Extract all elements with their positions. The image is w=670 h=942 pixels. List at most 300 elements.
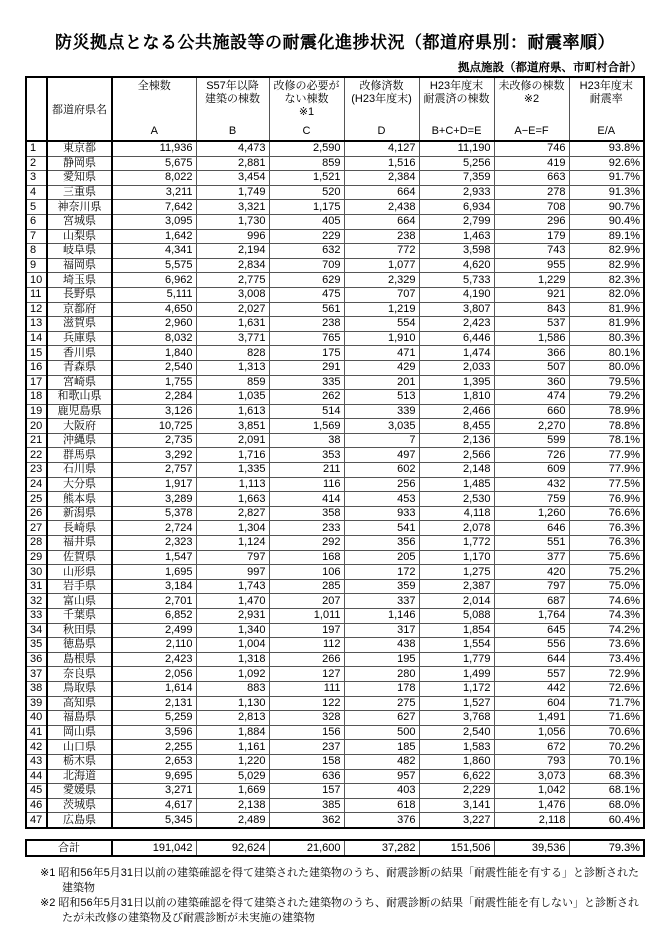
rank-cell: 2	[26, 156, 47, 171]
value-cell: 2,423	[112, 652, 196, 667]
value-cell: 1,172	[419, 681, 494, 696]
table-row	[26, 317, 644, 332]
table-row	[26, 375, 644, 390]
table-row	[26, 594, 644, 609]
column-header-label: 全棟数	[137, 80, 171, 92]
value-cell: 4,127	[344, 141, 419, 156]
rank-cell: 14	[26, 331, 47, 346]
value-cell: 672	[494, 740, 569, 755]
value-cell: 2,110	[112, 638, 196, 653]
value-cell: 1,840	[112, 346, 196, 361]
value-cell: 1,749	[196, 185, 269, 200]
value-cell: 1,743	[196, 579, 269, 594]
value-cell: 4,341	[112, 244, 196, 259]
table-row	[26, 433, 644, 448]
value-cell: 2,735	[112, 433, 196, 448]
value-cell: 5,733	[419, 273, 494, 288]
value-cell: 238	[269, 317, 344, 332]
rank-cell: 30	[26, 565, 47, 580]
value-cell: 636	[269, 769, 344, 784]
value-cell: 1,175	[269, 200, 344, 215]
table-row	[26, 214, 644, 229]
value-cell: 3,292	[112, 448, 196, 463]
value-cell: 3,073	[494, 769, 569, 784]
value-cell: 5,345	[112, 813, 196, 828]
column-header	[344, 77, 419, 141]
column-header-label: H23年度末 耐震済の棟数	[423, 80, 490, 105]
value-cell: 438	[344, 638, 419, 653]
value-cell: 797	[196, 550, 269, 565]
value-cell: 2,530	[419, 492, 494, 507]
prefecture-cell: 大分県	[47, 477, 112, 492]
table-row	[26, 287, 644, 302]
value-cell: 1,335	[196, 463, 269, 478]
value-cell: 2,387	[419, 579, 494, 594]
value-cell: 557	[494, 667, 569, 682]
prefecture-cell: 島根県	[47, 652, 112, 667]
value-cell: 1,470	[196, 594, 269, 609]
value-cell: 996	[196, 229, 269, 244]
value-cell: 629	[269, 273, 344, 288]
value-cell: 475	[269, 287, 344, 302]
footnote-2: ※2 昭和56年5月31日以前の建築確認を得て建築された建築物のうち、耐震診断の結果「耐震性能を有しない」と診断されたが未改修の建築物及び耐震診断が未実施の建築物	[40, 897, 639, 924]
value-cell: 73.6%	[569, 638, 644, 653]
value-cell: 1,917	[112, 477, 196, 492]
value-cell: 76.3%	[569, 521, 644, 536]
value-cell: 2,255	[112, 740, 196, 755]
value-cell: 664	[344, 185, 419, 200]
rank-cell: 15	[26, 346, 47, 361]
value-cell: 317	[344, 623, 419, 638]
prefecture-cell: 山形県	[47, 565, 112, 580]
value-cell: 2,136	[419, 433, 494, 448]
value-cell: 358	[269, 506, 344, 521]
value-cell: 90.7%	[569, 200, 644, 215]
value-cell: 2,757	[112, 463, 196, 478]
prefecture-cell: 富山県	[47, 594, 112, 609]
value-cell: 1,146	[344, 609, 419, 624]
value-cell: 3,598	[419, 244, 494, 259]
table-row	[26, 506, 644, 521]
page-title: 防災拠点となる公共施設等の耐震化進捗状況（都道府県別：耐震率順）	[55, 33, 615, 52]
value-cell: 78.9%	[569, 404, 644, 419]
prefecture-cell: 千葉県	[47, 609, 112, 624]
value-cell: 765	[269, 331, 344, 346]
value-cell: 275	[344, 696, 419, 711]
value-cell: 2,056	[112, 667, 196, 682]
value-cell: 3,211	[112, 185, 196, 200]
value-cell: 168	[269, 550, 344, 565]
value-cell: 726	[494, 448, 569, 463]
total-table	[25, 839, 645, 857]
value-cell: 541	[344, 521, 419, 536]
prefecture-cell: 広島県	[47, 813, 112, 828]
value-cell: 453	[344, 492, 419, 507]
value-cell: 5,111	[112, 287, 196, 302]
prefecture-cell: 熊本県	[47, 492, 112, 507]
value-cell: 2,933	[419, 185, 494, 200]
value-cell: 3,289	[112, 492, 196, 507]
value-cell: 2,881	[196, 156, 269, 171]
value-cell: 1,779	[419, 652, 494, 667]
value-cell: 828	[196, 346, 269, 361]
value-cell: 9,695	[112, 769, 196, 784]
value-cell: 859	[196, 375, 269, 390]
value-cell: 1,547	[112, 550, 196, 565]
value-cell: 432	[494, 477, 569, 492]
column-header-code: A−E=F	[514, 125, 549, 137]
table-row	[26, 725, 644, 740]
table-row	[26, 521, 644, 536]
rank-cell: 21	[26, 433, 47, 448]
value-cell: 429	[344, 360, 419, 375]
value-cell: 554	[344, 317, 419, 332]
value-cell: 76.9%	[569, 492, 644, 507]
value-cell: 1,476	[494, 798, 569, 813]
prefecture-cell: 滋賀県	[47, 317, 112, 332]
value-cell: 419	[494, 156, 569, 171]
prefecture-cell: 和歌山県	[47, 390, 112, 405]
value-cell: 6,962	[112, 273, 196, 288]
value-cell: 8,032	[112, 331, 196, 346]
value-cell: 1,614	[112, 681, 196, 696]
value-cell: 3,321	[196, 200, 269, 215]
value-cell: 335	[269, 375, 344, 390]
prefecture-cell: 神奈川県	[47, 200, 112, 215]
rank-cell: 3	[26, 171, 47, 186]
value-cell: 2,466	[419, 404, 494, 419]
value-cell: 1,810	[419, 390, 494, 405]
value-cell: 158	[269, 754, 344, 769]
value-cell: 3,807	[419, 302, 494, 317]
column-header	[47, 77, 112, 141]
value-cell: 1,764	[494, 609, 569, 624]
value-cell: 74.2%	[569, 623, 644, 638]
value-cell: 70.1%	[569, 754, 644, 769]
value-cell: 2,590	[269, 141, 344, 156]
value-cell: 2,329	[344, 273, 419, 288]
value-cell: 175	[269, 346, 344, 361]
value-cell: 1,569	[269, 419, 344, 434]
value-cell: 1,716	[196, 448, 269, 463]
value-cell: 1,755	[112, 375, 196, 390]
prefecture-cell: 秋田県	[47, 623, 112, 638]
rank-cell: 22	[26, 448, 47, 463]
value-cell: 75.6%	[569, 550, 644, 565]
value-cell: 2,118	[494, 813, 569, 828]
value-cell: 106	[269, 565, 344, 580]
prefecture-cell: 山梨県	[47, 229, 112, 244]
value-cell: 2,827	[196, 506, 269, 521]
table-header-row	[26, 77, 644, 141]
value-cell: 73.4%	[569, 652, 644, 667]
value-cell: 1,583	[419, 740, 494, 755]
rank-cell: 40	[26, 711, 47, 726]
rank-cell: 13	[26, 317, 47, 332]
table-row	[26, 141, 644, 156]
column-header	[569, 77, 644, 141]
value-cell: 1,631	[196, 317, 269, 332]
value-cell: 71.7%	[569, 696, 644, 711]
prefecture-cell: 岐阜県	[47, 244, 112, 259]
value-cell: 1,854	[419, 623, 494, 638]
value-cell: 72.6%	[569, 681, 644, 696]
value-cell: 759	[494, 492, 569, 507]
value-cell: 127	[269, 667, 344, 682]
total-value-cell: 79.3%	[569, 840, 644, 856]
table-row	[26, 798, 644, 813]
value-cell: 2,489	[196, 813, 269, 828]
rank-cell: 19	[26, 404, 47, 419]
value-cell: 70.2%	[569, 740, 644, 755]
value-cell: 179	[494, 229, 569, 244]
prefecture-cell: 兵庫県	[47, 331, 112, 346]
column-header-code: E/A	[597, 125, 616, 137]
rank-cell: 28	[26, 536, 47, 551]
value-cell: 75.0%	[569, 579, 644, 594]
value-cell: 5,378	[112, 506, 196, 521]
value-cell: 1,474	[419, 346, 494, 361]
value-cell: 2,701	[112, 594, 196, 609]
table-row	[26, 404, 644, 419]
prefecture-cell: 香川県	[47, 346, 112, 361]
value-cell: 79.2%	[569, 390, 644, 405]
value-cell: 1,077	[344, 258, 419, 273]
value-cell: 599	[494, 433, 569, 448]
rank-cell: 24	[26, 477, 47, 492]
value-cell: 237	[269, 740, 344, 755]
value-cell: 2,540	[112, 360, 196, 375]
footnote-1: ※1 昭和56年5月31日以前の建築確認を得て建築された建築物のうち、耐震診断の結果「耐震性能を有する」と診断された建築物	[40, 867, 639, 894]
table-row	[26, 784, 644, 799]
value-cell: 1,124	[196, 536, 269, 551]
value-cell: 6,446	[419, 331, 494, 346]
column-header-label: H23年度末 耐震率	[579, 80, 633, 105]
value-cell: 1,219	[344, 302, 419, 317]
value-cell: 266	[269, 652, 344, 667]
value-cell: 955	[494, 258, 569, 273]
value-cell: 442	[494, 681, 569, 696]
column-header-label: S57年以降 建築の棟数	[205, 80, 260, 105]
value-cell: 1,485	[419, 477, 494, 492]
value-cell: 2,438	[344, 200, 419, 215]
rank-cell: 46	[26, 798, 47, 813]
rank-cell: 29	[26, 550, 47, 565]
value-cell: 556	[494, 638, 569, 653]
value-cell: 746	[494, 141, 569, 156]
value-cell: 500	[344, 725, 419, 740]
value-cell: 82.9%	[569, 258, 644, 273]
rank-cell: 41	[26, 725, 47, 740]
rank-cell: 34	[26, 623, 47, 638]
rank-cell: 1	[26, 141, 47, 156]
value-cell: 78.8%	[569, 419, 644, 434]
value-cell: 497	[344, 448, 419, 463]
value-cell: 1,554	[419, 638, 494, 653]
value-cell: 2,799	[419, 214, 494, 229]
value-cell: 3,095	[112, 214, 196, 229]
value-cell: 4,650	[112, 302, 196, 317]
value-cell: 561	[269, 302, 344, 317]
value-cell: 262	[269, 390, 344, 405]
value-cell: 80.3%	[569, 331, 644, 346]
value-cell: 11,936	[112, 141, 196, 156]
value-cell: 1,004	[196, 638, 269, 653]
column-header-code: B	[228, 125, 237, 137]
value-cell: 2,091	[196, 433, 269, 448]
value-cell: 1,011	[269, 609, 344, 624]
value-cell: 520	[269, 185, 344, 200]
prefecture-cell: 宮城県	[47, 214, 112, 229]
prefecture-cell: 京都府	[47, 302, 112, 317]
value-cell: 377	[494, 550, 569, 565]
table-row	[26, 754, 644, 769]
prefecture-cell: 新潟県	[47, 506, 112, 521]
value-cell: 514	[269, 404, 344, 419]
value-cell: 211	[269, 463, 344, 478]
value-cell: 646	[494, 521, 569, 536]
value-cell: 644	[494, 652, 569, 667]
value-cell: 933	[344, 506, 419, 521]
value-cell: 2,499	[112, 623, 196, 638]
value-cell: 285	[269, 579, 344, 594]
value-cell: 8,455	[419, 419, 494, 434]
column-header-code: A	[150, 125, 158, 137]
table-row	[26, 681, 644, 696]
rank-cell: 45	[26, 784, 47, 799]
value-cell: 3,768	[419, 711, 494, 726]
value-cell: 238	[344, 229, 419, 244]
value-cell: 92.6%	[569, 156, 644, 171]
value-cell: 3,454	[196, 171, 269, 186]
prefecture-cell: 山口県	[47, 740, 112, 755]
prefecture-cell: 大阪府	[47, 419, 112, 434]
value-cell: 645	[494, 623, 569, 638]
value-cell: 2,423	[419, 317, 494, 332]
prefecture-cell: 群馬県	[47, 448, 112, 463]
value-cell: 78.1%	[569, 433, 644, 448]
column-header-label: 都道府県名	[52, 103, 107, 116]
value-cell: 2,813	[196, 711, 269, 726]
table-row	[26, 638, 644, 653]
value-cell: 82.0%	[569, 287, 644, 302]
value-cell: 797	[494, 579, 569, 594]
rank-cell: 8	[26, 244, 47, 259]
value-cell: 229	[269, 229, 344, 244]
footnotes	[40, 866, 640, 926]
prefecture-cell: 長野県	[47, 287, 112, 302]
rank-cell: 16	[26, 360, 47, 375]
value-cell: 72.9%	[569, 667, 644, 682]
value-cell: 604	[494, 696, 569, 711]
rank-cell: 23	[26, 463, 47, 478]
value-cell: 482	[344, 754, 419, 769]
total-value-cell: 39,536	[494, 840, 569, 856]
rank-cell: 5	[26, 200, 47, 215]
value-cell: 7	[344, 433, 419, 448]
value-cell: 122	[269, 696, 344, 711]
rank-cell: 10	[26, 273, 47, 288]
value-cell: 2,775	[196, 273, 269, 288]
value-cell: 772	[344, 244, 419, 259]
table-row	[26, 346, 644, 361]
prefecture-cell: 佐賀県	[47, 550, 112, 565]
value-cell: 3,851	[196, 419, 269, 434]
column-header	[494, 77, 569, 141]
rank-cell: 37	[26, 667, 47, 682]
value-cell: 38	[269, 433, 344, 448]
prefecture-cell: 福井県	[47, 536, 112, 551]
value-cell: 627	[344, 711, 419, 726]
value-cell: 1,910	[344, 331, 419, 346]
total-value-cell: 37,282	[344, 840, 419, 856]
value-cell: 420	[494, 565, 569, 580]
table-row	[26, 331, 644, 346]
value-cell: 3,227	[419, 813, 494, 828]
value-cell: 366	[494, 346, 569, 361]
total-value-cell: 191,042	[112, 840, 196, 856]
value-cell: 359	[344, 579, 419, 594]
value-cell: 709	[269, 258, 344, 273]
value-cell: 7,359	[419, 171, 494, 186]
value-cell: 77.9%	[569, 463, 644, 478]
value-cell: 537	[494, 317, 569, 332]
prefecture-cell: 青森県	[47, 360, 112, 375]
table-subtitle: 拠点施設（都道府県、市町村合計）	[458, 62, 642, 74]
table-row	[26, 171, 644, 186]
value-cell: 405	[269, 214, 344, 229]
prefecture-cell: 愛媛県	[47, 784, 112, 799]
value-cell: 1,056	[494, 725, 569, 740]
table-row	[26, 696, 644, 711]
total-value-cell: 151,506	[419, 840, 494, 856]
value-cell: 156	[269, 725, 344, 740]
value-cell: 82.3%	[569, 273, 644, 288]
table-row	[26, 565, 644, 580]
rank-cell: 20	[26, 419, 47, 434]
rank-cell: 26	[26, 506, 47, 521]
value-cell: 71.6%	[569, 711, 644, 726]
value-cell: 362	[269, 813, 344, 828]
value-cell: 2,033	[419, 360, 494, 375]
value-cell: 385	[269, 798, 344, 813]
value-cell: 328	[269, 711, 344, 726]
value-cell: 4,473	[196, 141, 269, 156]
value-cell: 11,190	[419, 141, 494, 156]
value-cell: 1,521	[269, 171, 344, 186]
value-cell: 5,259	[112, 711, 196, 726]
table-row	[26, 492, 644, 507]
value-cell: 1,318	[196, 652, 269, 667]
prefecture-cell: 茨城県	[47, 798, 112, 813]
rank-cell: 31	[26, 579, 47, 594]
value-cell: 6,852	[112, 609, 196, 624]
value-cell: 75.2%	[569, 565, 644, 580]
value-cell: 197	[269, 623, 344, 638]
value-cell: 296	[494, 214, 569, 229]
value-cell: 2,194	[196, 244, 269, 259]
value-cell: 3,035	[344, 419, 419, 434]
value-cell: 707	[344, 287, 419, 302]
value-cell: 76.6%	[569, 506, 644, 521]
table-row	[26, 229, 644, 244]
prefecture-cell: 岡山県	[47, 725, 112, 740]
value-cell: 4,620	[419, 258, 494, 273]
value-cell: 513	[344, 390, 419, 405]
value-cell: 859	[269, 156, 344, 171]
value-cell: 68.1%	[569, 784, 644, 799]
value-cell: 2,229	[419, 784, 494, 799]
